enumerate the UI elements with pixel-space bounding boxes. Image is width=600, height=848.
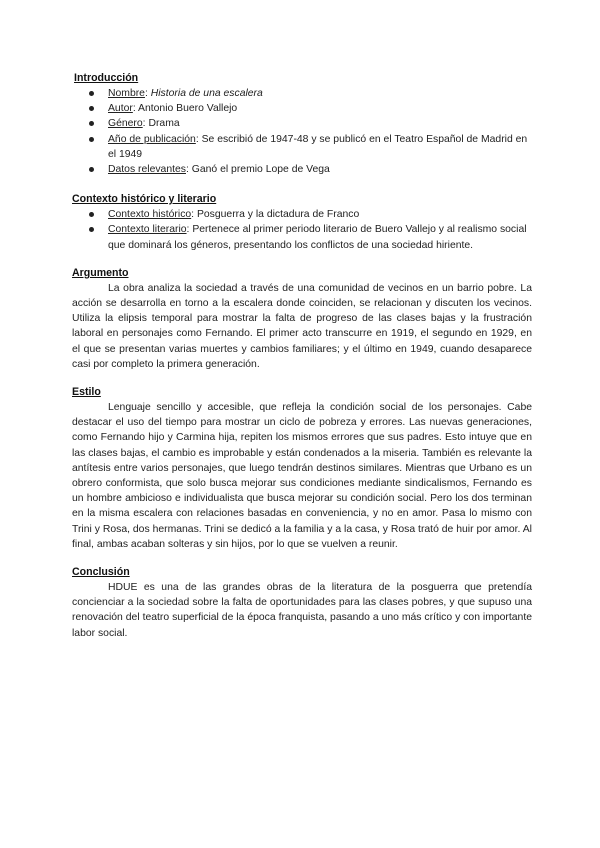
contexto-item-historico: Contexto histórico: Posguerra y la dictadura de Franco	[72, 207, 532, 222]
bullet-icon	[89, 167, 94, 172]
item-label: Año de publicación	[108, 133, 196, 145]
estilo-paragraph: Lenguaje sencillo y accesible, que refleja la condición social de los personajes. Cabe destacar el uso del tiempo para mostrar un ciclo de pobreza y errores. Las nuevas generaciones, como Fernando hijo y Carmina hija, repiten los mismos errores que sus padres. Esto intuye que en las clases bajas, el cambio es improbable y están condenados a la miseria. También es relevante la antítesis entre varios personajes, que luego tendrán destinos similares. Mientras que Urbano es un obrero conformista, que solo busca mejorar sus condiciones mediante sindicalismos, Fernando es un hombre ambicioso e individualista que busca mejorar su condición social. Pero los dos terminan en la misma escalera con relaciones basadas en conveniencia, y no en amor. Pasa lo mismo con Trini y Rosa, dos hermanas. Trini se dedicó a la familia y a la casa, y Rosa trató de huir por amor. Al final, ambas acaban solteras y sin hijos, por lo que se vuelven a reunir.	[72, 402, 532, 550]
intro-list	[72, 86, 532, 177]
bullet-icon	[89, 137, 94, 142]
contexto-list	[72, 207, 532, 253]
intro-item-nombre: Nombre: Historia de una escalera	[72, 86, 532, 101]
item-value: Drama	[148, 118, 180, 130]
item-label: Contexto literario	[108, 224, 187, 236]
heading-introduccion: Introducción	[74, 72, 139, 84]
bullet-icon	[89, 106, 94, 111]
intro-item-genero: Género: Drama	[72, 116, 532, 131]
heading-contexto: Contexto histórico y literario	[72, 193, 217, 206]
bullet-icon	[89, 212, 94, 217]
bullet-icon	[89, 227, 94, 232]
contexto-item-literario: Contexto literario: Pertenece al primer periodo literario de Buero Vallejo y al realismo social que dominará los géneros, presentando los conflictos de una sociedad hiriente.	[72, 222, 532, 252]
bullet-icon	[89, 121, 94, 126]
intro-item-datos-relevantes: Datos relevantes: Ganó el premio Lope de Vega	[72, 162, 532, 177]
item-value: Antonio Buero Vallejo	[138, 103, 238, 115]
heading-argumento: Argumento	[72, 266, 129, 279]
item-label: Datos relevantes	[108, 164, 186, 176]
item-value: Posguerra y la dictadura de Franco	[196, 209, 360, 221]
heading-conclusion: Conclusión	[72, 566, 130, 579]
heading-estilo: Estilo	[72, 386, 101, 399]
item-label: Contexto histórico	[108, 209, 192, 221]
item-label: Autor	[108, 103, 133, 115]
item-value: Ganó el premio Lope de Vega	[191, 164, 330, 176]
bullet-icon	[89, 91, 94, 96]
intro-item-ano-publicacion: Año de publicación: Se escribió de 1947-48 y se publicó en el Teatro Español de Madrid en el 1949	[72, 132, 532, 162]
intro-item-autor: Autor: Antonio Buero Vallejo	[72, 101, 532, 116]
item-value: Historia de una escalera	[150, 88, 263, 99]
item-label: Género	[108, 118, 143, 130]
conclusion-paragraph: HDUE es una de las grandes obras de la literatura de la posguerra que pretendía concienciar a la sociedad sobre la falta de oportunidades para las clases pobres, y que supuso una renovación del teatro superficial de la época franquista, pasando a uno más crítico y con importante labor social.	[72, 582, 532, 639]
item-value: Pertenece al primer periodo literario de Buero Vallejo y al realismo social que dominará los géneros, presentando los conflictos de una sociedad hiriente.	[108, 224, 527, 251]
document-content	[72, 71, 532, 641]
item-label: Nombre	[108, 88, 145, 99]
argumento-paragraph: La obra analiza la sociedad a través de una comunidad de vecinos en un barrio pobre. La acción se desarrolla en torno a la escalera donde coinciden, se relacionan y discuten los vecinos. Utiliza la elipsis temporal para mostrar la falta de progreso de las clases bajas y la frustración laboral en personajes como Fernando. El primer acto transcurre en 1919, el segundo en 1929, en el que se presentan varias muertes y cambios familiares; y el último en 1949, cuando desaparece casi por completo la primera generación.	[72, 282, 532, 370]
item-value: Se escribió de 1947-48 y se publicó en el Teatro Español de Madrid en el 1949	[108, 133, 528, 160]
